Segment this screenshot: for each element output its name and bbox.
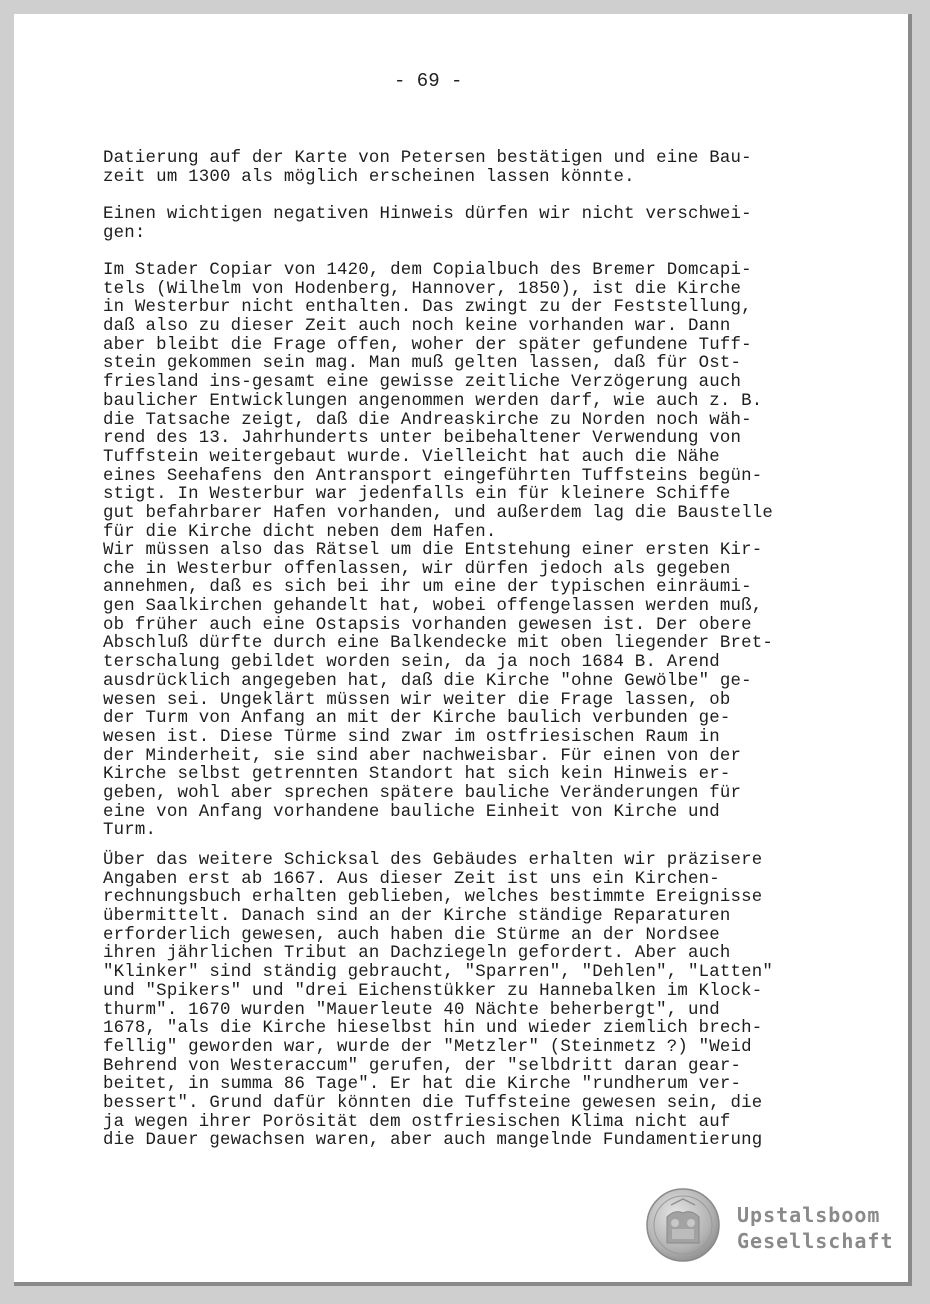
- text-line: terschalung gebildet worden sein, da ja noch 1684 B. Arend: [103, 653, 720, 673]
- text-line: "Klinker" sind ständig gebraucht, "Sparren", "Dehlen", "Latten": [103, 963, 774, 983]
- paragraph-4: [103, 542, 773, 841]
- text-line: ausdrücklich angegeben hat, daß die Kirche "ohne Gewölbe" ge-: [103, 671, 752, 691]
- text-line: Kirche selbst getrennten Standort hat sich kein Hinweis er-: [103, 765, 731, 785]
- text-line: thurm". 1670 wurden "Mauerleute 40 Nächte beherbergt", und: [103, 1000, 720, 1020]
- text-line: ja wegen ihrer Porösität dem ostfriesischen Klima nicht auf: [103, 1112, 731, 1132]
- text-line: in Westerbur nicht enthalten. Das zwingt zu der Feststellung,: [103, 298, 752, 318]
- text-line: wesen ist. Diese Türme sind zwar im ostfriesischen Raum in: [103, 727, 720, 747]
- text-line: ob früher auch eine Ostapsis vorhanden gewesen ist. Der obere: [103, 615, 752, 635]
- text-line: tels (Wilhelm von Hodenberg, Hannover, 1850), ist die Kirche: [103, 279, 742, 299]
- seal-icon: [645, 1187, 721, 1263]
- text-line: der Turm von Anfang an mit der Kirche baulich verbunden ge-: [103, 709, 731, 729]
- text-line: Turm.: [103, 821, 157, 841]
- text-line: Datierung auf der Karte von Petersen bestätigen und eine Bau-: [103, 149, 752, 168]
- text-line: fellig" geworden war, wurde der "Metzler" (Steinmetz ?) "Weid: [103, 1037, 752, 1057]
- text-line: zeit um 1300 als möglich erscheinen lassen könnte.: [103, 167, 635, 187]
- paragraph-1: [103, 150, 752, 187]
- text-line: bessert". Grund dafür könnten die Tuffsteine gewesen sein, die: [103, 1093, 763, 1113]
- text-line: stein gekommen sein mag. Man muß gelten lassen, daß für Ost-: [103, 354, 742, 374]
- paragraph-2: [103, 206, 752, 243]
- text-line: friesland ins-gesamt eine gewisse zeitliche Verzögerung auch: [103, 373, 742, 393]
- logo-title: Upstalsboom: [737, 1203, 881, 1227]
- text-line: beitet, in summa 86 Tage". Er hat die Kirche "rundherum ver-: [103, 1075, 742, 1095]
- text-line: geben, wohl aber sprechen spätere bauliche Veränderungen für: [103, 783, 742, 803]
- text-line: Angaben erst ab 1667. Aus dieser Zeit ist uns ein Kirchen-: [103, 869, 720, 889]
- text-line: gen:: [103, 223, 146, 243]
- text-line: gen Saalkirchen gehandelt hat, wobei offengelassen werden muß,: [103, 597, 763, 617]
- text-line: Einen wichtigen negativen Hinweis dürfen wir nicht verschwei-: [103, 205, 752, 224]
- text-line: erforderlich gewesen, auch haben die Stürme an der Nordsee: [103, 925, 720, 945]
- text-line: und "Spikers" und "drei Eichenstükker zu Hannebalken im Klock-: [103, 981, 763, 1001]
- text-line: Im Stader Copiar von 1420, dem Copialbuch des Bremer Domcapi-: [103, 261, 752, 280]
- text-line: daß also zu dieser Zeit auch noch keine vorhanden war. Dann: [103, 317, 731, 337]
- text-line: die Tatsache zeigt, daß die Andreaskirche zu Norden noch wäh-: [103, 410, 752, 430]
- text-line: Behrend von Westeraccum" gerufen, der "selbdritt daran gear-: [103, 1056, 742, 1076]
- upstalsboom-logo: [645, 1187, 895, 1263]
- text-line: für die Kirche dicht neben dem Hafen.: [103, 522, 497, 542]
- page-number: - 69 -: [394, 70, 463, 92]
- text-line: eine von Anfang vorhandene bauliche Einheit von Kirche und: [103, 802, 720, 822]
- text-line: Wir müssen also das Rätsel um die Entstehung einer ersten Kir-: [103, 541, 763, 560]
- text-line: gut befahrbarer Hafen vorhanden, und außerdem lag die Baustelle: [103, 503, 774, 523]
- text-line: eines Seehafens den Antransport eingeführten Tuffsteins begün-: [103, 466, 763, 486]
- text-line: 1678, "als die Kirche hieselbst hin und wieder ziemlich brech-: [103, 1019, 763, 1039]
- text-line: baulicher Entwicklungen angenommen werden darf, wie auch z. B.: [103, 391, 763, 411]
- text-line: Über das weitere Schicksal des Gebäudes erhalten wir präzisere: [103, 851, 763, 870]
- text-line: aber bleibt die Frage offen, woher der später gefundene Tuff-: [103, 335, 752, 355]
- text-line: wesen sei. Ungeklärt müssen wir weiter die Frage lassen, ob: [103, 690, 731, 710]
- paragraph-5: [103, 852, 773, 1151]
- text-line: rend des 13. Jahrhunderts unter beibehaltener Verwendung von: [103, 429, 742, 449]
- text-line: Abschluß dürfte durch eine Balkendecke mit oben liegender Bret-: [103, 634, 774, 654]
- paragraph-3: [103, 262, 773, 542]
- text-line: die Dauer gewachsen waren, aber auch mangelnde Fundamentierung: [103, 1131, 763, 1151]
- logo-subtitle: Gesellschaft: [737, 1229, 894, 1253]
- text-line: ihren jährlichen Tribut an Dachziegeln gefordert. Aber auch: [103, 944, 731, 964]
- text-line: Tuffstein weitergebaut wurde. Vielleicht hat auch die Nähe: [103, 447, 720, 467]
- text-line: rechnungsbuch erhalten geblieben, welches bestimmte Ereignisse: [103, 888, 763, 908]
- text-line: übermittelt. Danach sind an der Kirche ständige Reparaturen: [103, 907, 731, 927]
- text-line: annehmen, daß es sich bei ihr um eine der typischen einräumi-: [103, 578, 752, 598]
- text-line: der Minderheit, sie sind aber nachweisbar. Für einen von der: [103, 746, 742, 766]
- document-page: [14, 14, 912, 1286]
- text-line: stigt. In Westerbur war jedenfalls ein für kleinere Schiffe: [103, 485, 731, 505]
- text-line: che in Westerbur offenlassen, wir dürfen jedoch als gegeben: [103, 559, 731, 579]
